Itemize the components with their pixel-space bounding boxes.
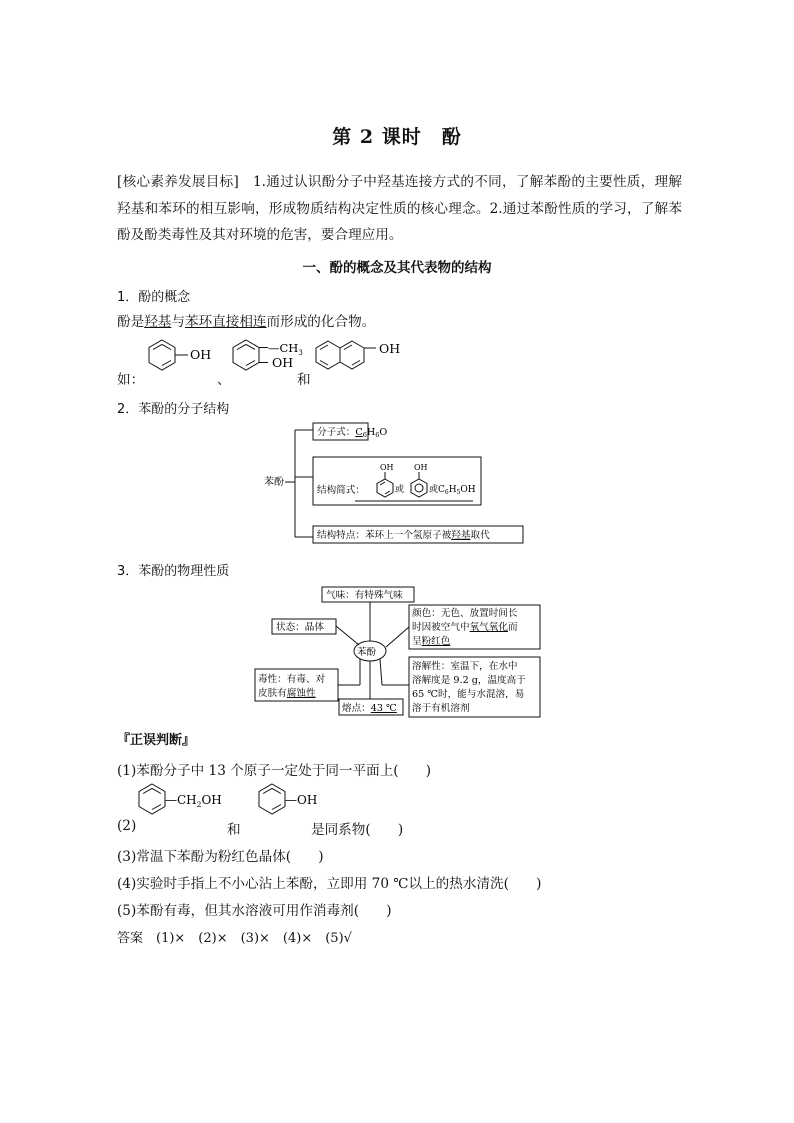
oh-label-q2: —OH [285,793,318,807]
cresol-structure [233,340,268,370]
ch2oh-label: $—CH_2OH$ [165,793,222,809]
cresol-oh-label: OH [272,355,294,370]
smell-text: 气味：有特殊气味 [326,590,403,601]
judge-title-text: 正误判断 [130,733,183,748]
judge-q1: (1)苯酚分子中 13 个原子一定处于同一平面上( ) [117,763,432,779]
oh-label-1: OH [380,463,394,472]
color-line-1: 颜色：无色、放置时间长 [412,608,518,619]
benzyl-alcohol-structure [139,784,165,814]
color-line-3: 呈粉红色 [412,636,451,647]
example-label: 如： [117,372,145,388]
tree-root-phenol: 苯酚 [264,477,284,488]
def-text: 与 [171,314,185,330]
judge-q3: (3)常温下苯酚为粉红色晶体( ) [117,849,324,865]
judge-q4: (4)实验时手指上不小心沾上苯酚，立即用 70 ℃以上的热水清洗( ) [117,876,542,892]
core-goals-text: 1.通过认识酚分子中羟基连接方式的不同，了解苯酚的主要性质，理解羟基和苯环的相互影响，形成物质结构决定性质的核心理念。2.通过苯酚性质的学习，了解苯酚及酚类毒性及其对环境的危害，要合理应用。 [117,174,683,243]
solubility-line-4: 溶于有机溶剂 [412,703,470,714]
toxicity-line-1: 毒性：有毒、对 [258,674,326,685]
struct-formula-box [313,457,481,505]
def-benzene-ring: 苯环 [184,314,213,330]
solubility-line-2: 溶解度是 9.2 g，温度高于 [412,675,526,686]
structure-diagram [255,420,545,550]
toxicity-line-2: 皮肤有腐蚀性 [258,688,316,699]
phenol-examples-structures [140,336,420,386]
judge-q2-number: (2) [117,818,137,834]
feature-text: 结构特点：苯环上一个氢原子被羟基取代 [317,530,490,541]
def-text: 酚是 [117,314,145,330]
page-title: 第 2 课时 酚 [332,126,462,148]
melting-point-text: 熔点：43 ℃ [342,703,397,714]
naphthol-oh-label: OH [379,341,401,356]
color-line-2: 时因被空气中氧气氧化而 [412,622,518,633]
section-1-title: 一、酚的概念及其代表物的结构 [302,260,492,276]
judge-q2-text: 是同系物( ) [311,822,404,838]
judge-q2-and: 和 [227,822,241,838]
example-and: 和 [297,372,311,388]
properties-diagram [252,585,544,720]
or-c6h5oh-text: 或$C_6H_5OH$ [429,485,476,496]
oh-label-2: OH [414,463,428,472]
heading-phenol-concept: 1．酚的概念 [117,290,191,305]
def-directly-linked: 直接相连 [212,314,267,330]
naphthol-structure [316,341,376,369]
benzene-circle-icon [411,479,427,497]
or-text-1: 或 [395,485,405,495]
struct-formula-label: 结构简式： [317,485,365,496]
example-separator: 、 [217,372,231,388]
def-hydroxyl: 羟基 [144,314,172,330]
answer-line: 答案 (1)× (2)× (3)× (4)× (5)√ [117,931,352,946]
core-goals-paragraph [117,169,682,249]
benzene-kekule-icon [377,479,393,497]
formula-text: 分子式：$C_6H_6O$ [317,427,388,439]
def-text: 而形成的化合物。 [266,314,376,330]
solubility-line-1: 溶解性：室温下，在水中 [412,661,518,672]
phenol-structure [149,340,188,370]
phenol-definition [117,310,375,330]
state-text: 状态：晶体 [276,622,324,633]
heading-molecular-structure: 2．苯酚的分子结构 [117,402,230,417]
phenol-oh-label: OH [190,347,212,362]
judge-title: 『正误判断』 [117,733,196,748]
cresol-ch3-label: $—CH_3$ [268,341,303,357]
phenol-structure-q2 [259,784,285,814]
core-goals-label: [核心素养发展目标] [117,174,239,190]
judge-q5: (5)苯酚有毒，但其水溶液可用作消毒剂( ) [117,903,392,919]
solubility-line-3: 65 ℃时，能与水混溶，易 [412,689,525,700]
heading-physical-properties: 3．苯酚的物理性质 [117,564,230,579]
center-phenol: 苯酚 [357,647,377,658]
